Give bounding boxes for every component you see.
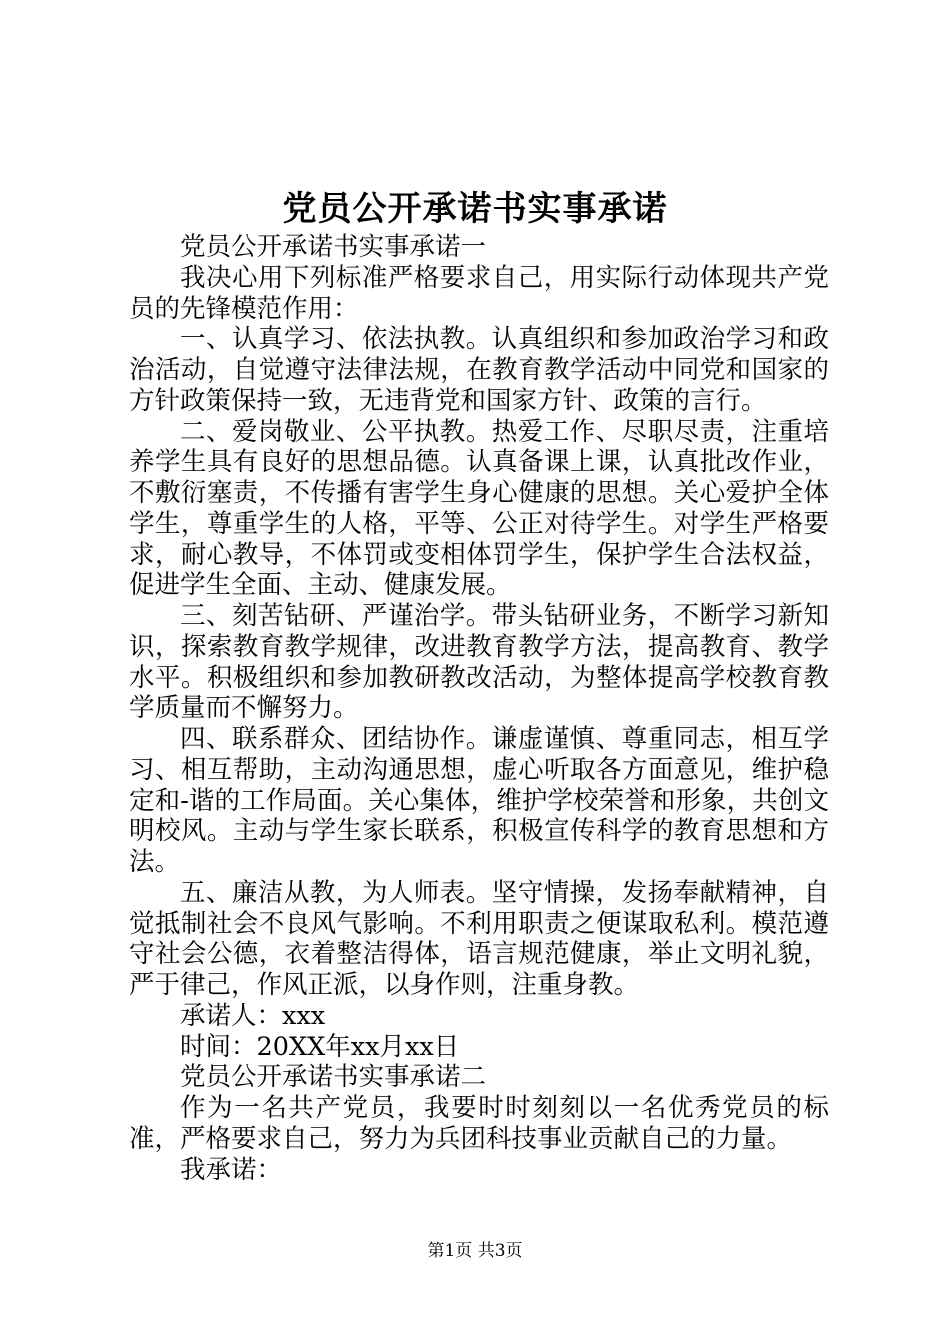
document-title: 党员公开承诺书实事承诺 xyxy=(282,189,668,229)
paragraph-item-1: 一、认真学习、依法执教。认真组织和参加政治学习和政治活动，自觉遵守法律法规，在教育教学活动中同党和国家的方针政策保持一致，无违背党和国家方针、政策的言行。 xyxy=(129,324,829,416)
paragraph-item-3: 三、刻苦钻研、严谨治学。带头钻研业务，不断学习新知识，探索教育教学规律，改进教育教学方法，提高教育、教学水平。积极组织和参加教研教改活动，为整体提高学校教育教学质量而不懈努力。 xyxy=(129,601,829,724)
paragraph-heading-1: 党员公开承诺书实事承诺一 xyxy=(180,232,487,262)
paragraph-item-5: 五、廉洁从教，为人师表。坚守情操，发扬奉献精神，自觉抵制社会不良风气影响。不利用职责之便谋取私利。模范遵守社会公德，衣着整洁得体，语言规范健康，举止文明礼貌，严于律己，作风正派，以身作则，注重身教。 xyxy=(129,877,829,1000)
paragraph-intro-2: 作为一名共产党员，我要时时刻刻以一名优秀党员的标准，严格要求自己，努力为兵团科技事业贡献自己的力量。 xyxy=(129,1093,829,1154)
paragraph-item-2: 二、爱岗敬业、公平执教。热爱工作、尽职尽责，注重培养学生具有良好的思想品德。认真备课上课，认真批改作业，不敷衍塞责，不传播有害学生身心健康的思想。关心爱护全体学生，尊重学生的人格，平等、公正对待学生。对学生严格要求，耐心教导，不体罚或变相体罚学生，保护学生合法权益，促进学生全面、主动、健康发展。 xyxy=(129,416,829,601)
paragraph-date: 时间：20XX年xx月xx日 xyxy=(180,1031,460,1062)
paragraph-intro: 我决心用下列标准严格要求自己，用实际行动体现共产党员的先锋模范作用： xyxy=(129,262,829,324)
paragraph-signatory: 承诺人：xxx xyxy=(180,1000,326,1031)
paragraph-pledge: 我承诺： xyxy=(180,1154,283,1185)
paragraph-heading-2: 党员公开承诺书实事承诺二 xyxy=(180,1062,487,1093)
document-body xyxy=(129,232,829,1185)
paragraph-item-4: 四、联系群众、团结协作。谦虚谨慎、尊重同志，相互学习、相互帮助，主动沟通思想，虚心听取各方面意见，维护稳定和-谐的工作局面。关心集体，维护学校荣誉和形象，共创文明校风。主动与学生家长联系，积极宣传科学的教育思想和方法。 xyxy=(129,724,829,877)
page-footer: 第1页 共3页 xyxy=(427,1241,523,1261)
